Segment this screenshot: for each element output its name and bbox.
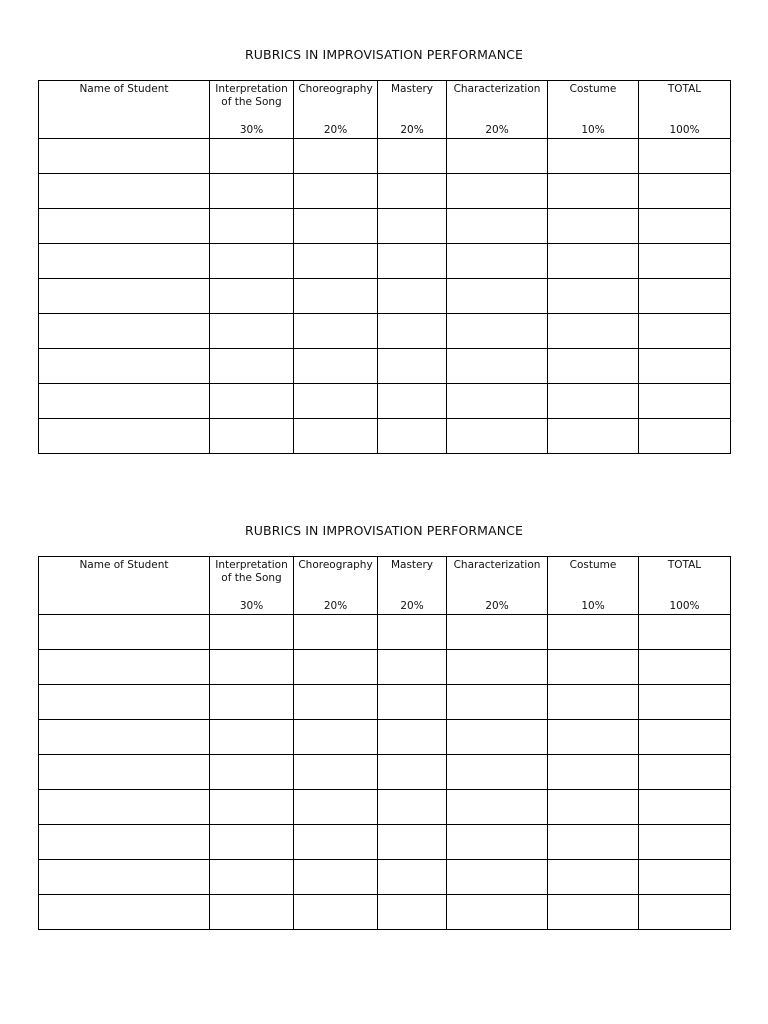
score-cell[interactable] — [548, 244, 639, 279]
score-cell[interactable] — [294, 720, 378, 755]
score-cell[interactable] — [548, 860, 639, 895]
rubric-sheet-1 — [38, 46, 730, 454]
score-cell[interactable] — [210, 209, 294, 244]
score-cell[interactable] — [210, 419, 294, 454]
column-label: Characterization — [453, 559, 541, 571]
score-cell[interactable] — [39, 314, 210, 349]
column-label: Name of Student — [79, 559, 169, 571]
score-cell[interactable] — [39, 279, 210, 314]
score-cell[interactable] — [548, 615, 639, 650]
score-cell[interactable] — [548, 755, 639, 790]
rubric-title: RUBRICS IN IMPROVISATION PERFORMANCE — [245, 523, 523, 538]
score-cell[interactable] — [548, 314, 639, 349]
column-weight: 20% — [323, 124, 348, 136]
score-cell[interactable] — [639, 790, 731, 825]
score-cell[interactable] — [294, 419, 378, 454]
score-cell[interactable] — [447, 314, 548, 349]
score-cell[interactable] — [639, 349, 731, 384]
score-cell[interactable] — [294, 615, 378, 650]
score-cell[interactable] — [378, 349, 447, 384]
score-cell[interactable] — [639, 174, 731, 209]
column-weight: 100% — [669, 124, 700, 136]
score-cell[interactable] — [210, 860, 294, 895]
score-cell[interactable] — [210, 139, 294, 174]
score-cell[interactable] — [378, 650, 447, 685]
score-cell[interactable] — [447, 279, 548, 314]
score-cell[interactable] — [39, 174, 210, 209]
table-row — [39, 860, 731, 895]
table-row — [39, 790, 731, 825]
score-cell[interactable] — [447, 244, 548, 279]
score-cell[interactable] — [39, 860, 210, 895]
table-row — [39, 720, 731, 755]
score-cell[interactable] — [447, 419, 548, 454]
score-cell[interactable] — [548, 349, 639, 384]
rubric-title: RUBRICS IN IMPROVISATION PERFORMANCE — [245, 47, 523, 62]
column-label: Choreography — [298, 83, 373, 95]
score-cell[interactable] — [210, 825, 294, 860]
score-cell[interactable] — [548, 895, 639, 930]
table-row — [39, 685, 731, 720]
column-weight: 20% — [400, 600, 424, 612]
rubric-table — [38, 80, 731, 454]
score-cell[interactable] — [639, 825, 731, 860]
score-cell[interactable] — [639, 685, 731, 720]
score-cell[interactable] — [447, 384, 548, 419]
table-row — [39, 615, 731, 650]
score-cell[interactable] — [548, 209, 639, 244]
column-header-name-of-student — [39, 81, 210, 139]
score-cell[interactable] — [378, 685, 447, 720]
table-row — [39, 384, 731, 419]
score-cell[interactable] — [639, 895, 731, 930]
score-cell[interactable] — [210, 279, 294, 314]
column-weight: 30% — [239, 600, 264, 612]
score-cell[interactable] — [294, 279, 378, 314]
score-cell[interactable] — [548, 139, 639, 174]
score-cell[interactable] — [210, 349, 294, 384]
score-cell[interactable] — [294, 244, 378, 279]
score-cell[interactable] — [639, 720, 731, 755]
score-cell[interactable] — [210, 790, 294, 825]
score-cell[interactable] — [39, 349, 210, 384]
column-header-mastery — [378, 81, 447, 139]
score-cell[interactable] — [210, 720, 294, 755]
column-label: Costume — [569, 559, 617, 571]
table-row — [39, 314, 731, 349]
score-cell[interactable] — [39, 685, 210, 720]
column-weight: 10% — [581, 124, 605, 136]
score-cell[interactable] — [39, 209, 210, 244]
column-label: Characterization — [453, 83, 541, 95]
score-cell[interactable] — [447, 825, 548, 860]
column-header-total — [639, 81, 731, 139]
column-weight: 20% — [400, 124, 424, 136]
column-header-choreography — [294, 81, 378, 139]
score-cell[interactable] — [378, 615, 447, 650]
score-cell[interactable] — [447, 139, 548, 174]
score-cell[interactable] — [39, 755, 210, 790]
score-cell[interactable] — [548, 790, 639, 825]
score-cell[interactable] — [639, 279, 731, 314]
score-cell[interactable] — [639, 209, 731, 244]
score-cell[interactable] — [294, 209, 378, 244]
score-cell[interactable] — [378, 720, 447, 755]
table-row — [39, 279, 731, 314]
score-cell[interactable] — [378, 174, 447, 209]
column-label: Mastery — [390, 559, 434, 571]
table-row — [39, 209, 731, 244]
table-row — [39, 419, 731, 454]
score-cell[interactable] — [294, 895, 378, 930]
column-header-characterization — [447, 557, 548, 615]
column-header-choreography — [294, 557, 378, 615]
score-cell[interactable] — [210, 174, 294, 209]
column-weight: 20% — [485, 600, 509, 612]
column-header-name-of-student — [39, 557, 210, 615]
table-row — [39, 650, 731, 685]
score-cell[interactable] — [548, 720, 639, 755]
score-cell[interactable] — [294, 349, 378, 384]
score-cell[interactable] — [447, 209, 548, 244]
table-row — [39, 244, 731, 279]
score-cell[interactable] — [447, 615, 548, 650]
score-cell[interactable] — [639, 650, 731, 685]
score-cell[interactable] — [639, 419, 731, 454]
column-header-mastery — [378, 557, 447, 615]
score-cell[interactable] — [378, 825, 447, 860]
score-cell[interactable] — [39, 720, 210, 755]
score-cell[interactable] — [378, 860, 447, 895]
score-cell[interactable] — [447, 720, 548, 755]
score-cell[interactable] — [548, 279, 639, 314]
column-weight: 10% — [581, 600, 605, 612]
score-cell[interactable] — [378, 895, 447, 930]
score-cell[interactable] — [210, 314, 294, 349]
score-cell[interactable] — [447, 174, 548, 209]
score-cell[interactable] — [294, 790, 378, 825]
score-cell[interactable] — [447, 755, 548, 790]
score-cell[interactable] — [294, 174, 378, 209]
column-label: TOTAL — [667, 83, 702, 95]
score-cell[interactable] — [294, 825, 378, 860]
score-cell[interactable] — [447, 895, 548, 930]
score-cell[interactable] — [210, 650, 294, 685]
table-row — [39, 755, 731, 790]
score-cell[interactable] — [639, 384, 731, 419]
score-cell[interactable] — [548, 419, 639, 454]
score-cell[interactable] — [294, 384, 378, 419]
table-row — [39, 174, 731, 209]
score-cell[interactable] — [294, 860, 378, 895]
score-cell[interactable] — [447, 685, 548, 720]
score-cell[interactable] — [378, 244, 447, 279]
score-cell[interactable] — [39, 895, 210, 930]
score-cell[interactable] — [378, 790, 447, 825]
rubric-table — [38, 556, 731, 930]
score-cell[interactable] — [378, 314, 447, 349]
table-row — [39, 825, 731, 860]
score-cell[interactable] — [447, 860, 548, 895]
score-cell[interactable] — [447, 790, 548, 825]
column-header-interpretation — [210, 81, 294, 139]
score-cell[interactable] — [39, 650, 210, 685]
column-header-costume — [548, 81, 639, 139]
score-cell[interactable] — [210, 895, 294, 930]
column-header-interpretation — [210, 557, 294, 615]
column-label: Mastery — [390, 83, 434, 95]
score-cell[interactable] — [378, 755, 447, 790]
score-cell[interactable] — [639, 615, 731, 650]
column-weight: 30% — [239, 124, 264, 136]
table-row — [39, 139, 731, 174]
score-cell[interactable] — [548, 825, 639, 860]
score-cell[interactable] — [39, 615, 210, 650]
score-cell[interactable] — [548, 384, 639, 419]
column-header-total — [639, 557, 731, 615]
score-cell[interactable] — [294, 314, 378, 349]
score-cell[interactable] — [39, 419, 210, 454]
score-cell[interactable] — [378, 384, 447, 419]
score-cell[interactable] — [39, 790, 210, 825]
score-cell[interactable] — [39, 244, 210, 279]
score-cell[interactable] — [639, 314, 731, 349]
table-row — [39, 349, 731, 384]
column-label: Choreography — [298, 559, 373, 571]
column-label: Interpretation of the Song — [215, 559, 288, 584]
column-weight: 100% — [669, 600, 700, 612]
score-cell[interactable] — [639, 139, 731, 174]
score-cell[interactable] — [39, 139, 210, 174]
score-cell[interactable] — [294, 650, 378, 685]
column-header-characterization — [447, 81, 548, 139]
score-cell[interactable] — [294, 685, 378, 720]
score-cell[interactable] — [210, 755, 294, 790]
column-label: Interpretation of the Song — [215, 83, 288, 108]
rubric-sheet-2 — [38, 522, 730, 930]
score-cell[interactable] — [210, 685, 294, 720]
score-cell[interactable] — [639, 755, 731, 790]
score-cell[interactable] — [378, 279, 447, 314]
column-label: Costume — [569, 83, 617, 95]
header-row — [39, 557, 731, 615]
score-cell[interactable] — [548, 685, 639, 720]
score-cell[interactable] — [639, 860, 731, 895]
score-cell[interactable] — [378, 419, 447, 454]
column-weight: 20% — [323, 600, 348, 612]
column-label: TOTAL — [667, 559, 702, 571]
score-cell[interactable] — [210, 244, 294, 279]
column-header-costume — [548, 557, 639, 615]
table-row — [39, 895, 731, 930]
column-weight: 20% — [485, 124, 509, 136]
column-label: Name of Student — [79, 83, 169, 95]
score-cell[interactable] — [210, 615, 294, 650]
score-cell[interactable] — [378, 209, 447, 244]
score-cell[interactable] — [447, 349, 548, 384]
score-cell[interactable] — [378, 139, 447, 174]
header-row — [39, 81, 731, 139]
score-cell[interactable] — [447, 650, 548, 685]
score-cell[interactable] — [548, 174, 639, 209]
score-cell[interactable] — [210, 384, 294, 419]
score-cell[interactable] — [294, 139, 378, 174]
score-cell[interactable] — [294, 755, 378, 790]
score-cell[interactable] — [39, 384, 210, 419]
score-cell[interactable] — [39, 825, 210, 860]
score-cell[interactable] — [548, 650, 639, 685]
score-cell[interactable] — [639, 244, 731, 279]
